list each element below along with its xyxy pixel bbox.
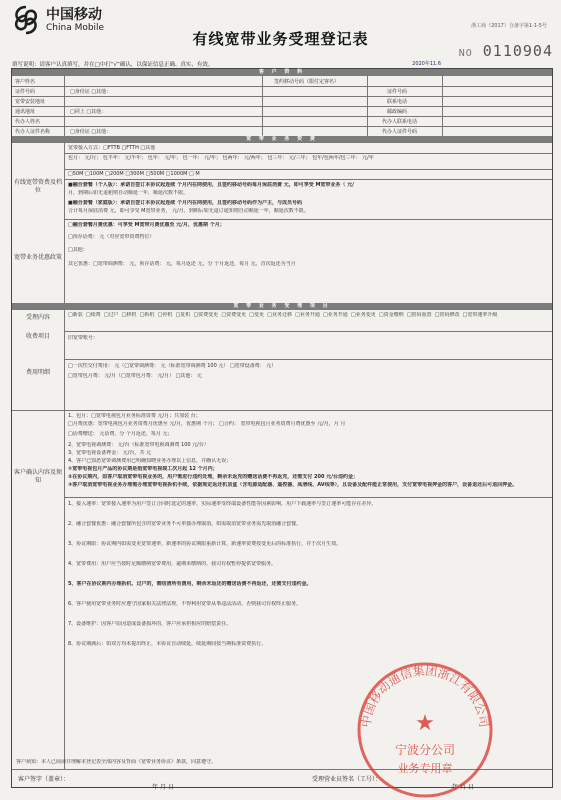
speed-options[interactable]: □50M □100M □200M □300M □500M □1000M □ M <box>68 171 200 177</box>
label-postcode: 邮政编码 <box>387 109 408 115</box>
term-6: 6、客户使用宽带业务时应遵守国家相关法律法规，不得利用宽带从事违法活动，否则我司有权终止服务。 <box>68 601 302 607</box>
label-mailing-address: 通讯地址 <box>15 109 36 115</box>
serial-value: 0110904 <box>482 42 553 60</box>
seal-purpose: 业务专用章 <box>397 762 453 775</box>
label-contact-phone: 联系电话 <box>387 99 408 105</box>
customer-acknowledgement: 客户须知：本人已阅读并理解本登记表全部内容及背面《宽带业务协议》条款，同意遵守。 <box>16 759 217 765</box>
monthly-fee[interactable]: □宽带包月费： 元/月（□宽带包月费： 元/月） □其他： 元 <box>68 373 202 379</box>
serial-prefix: NO <box>458 48 473 59</box>
side-label-offers: 宽带业务优惠政策 <box>14 254 63 261</box>
tv-notice-3: ③客户取消宽带电视业务办理需办理宽带电视拆机手续，依据规定返还机顶盒（含电源适配器、遥控器、高清线、AV线等），且设备及配件能正常使用，支付宽带电视押金的客户，设备退还后可退回押金。 <box>68 482 518 488</box>
service-item-tariff-change-2[interactable]: □资费变更 <box>221 312 247 318</box>
term-3: 3、协议期限：协议期内如需变更宽带速率，新速率的协议期限重新计算，新速率资费按变更后的标准执行，并于次月生效。 <box>68 541 342 547</box>
label-agent-id-number: 代办人证件号码 <box>382 129 418 135</box>
term-8: 8、协议期满后：如双方均未提出终止，本协议自动续延，续延期间按当期标准资费执行。 <box>68 641 267 647</box>
serial-number <box>459 42 553 60</box>
label-install-address: 宽带安装地址 <box>15 99 46 105</box>
service-items <box>68 312 548 319</box>
access-method[interactable]: 宽带接入方式：□FTTB □FTTH □其他 <box>68 145 156 151</box>
form-registration-code: 浙工商（2017）合备字第1-1-5号 <box>471 23 547 29</box>
label-agent-id-type: 代办人证件名称 <box>15 129 51 135</box>
other-option[interactable]: □其他： <box>68 247 88 253</box>
side-label-service: 受理内容 <box>25 314 50 321</box>
label-agent-phone: 代办人联系电话 <box>382 119 418 125</box>
form-date: 2020年11.6 <box>412 61 441 67</box>
service-item-modify[interactable]: □业务变更 <box>350 312 376 318</box>
label-mobile-number: 签约移动号码（限付定客名） <box>274 79 340 85</box>
term-7: 7、设备维护：因客户原因造成设备损坏的，客户应承担相应的赔偿责任。 <box>68 621 232 627</box>
term-4: 4、宽带费用：用户应当按时足额缴纳宽带费用，逾期未缴纳的，我司有权暂停提供宽带服务。 <box>68 561 277 567</box>
brand-name-cn: 中国移动 <box>46 6 102 23</box>
agent-id-options[interactable]: □身份证 □其他： <box>70 129 112 135</box>
section-bar-customer: 客 户 资 料 <box>12 69 552 76</box>
customer-signature-date[interactable]: 年 月 日 <box>152 784 174 791</box>
customer-signature-label: 客户签字（盖章）： <box>18 776 70 783</box>
tv-package-line-1[interactable]: 1、包月：□宽带电视包月业务标准资费 元/月；共加装 台； <box>68 413 201 419</box>
service-item-payment[interactable]: □资金缴纳 <box>378 312 404 318</box>
filling-instructions: 填写说明：请客户认真填写，并在□中打“√”确认，以保证信息正确、真实、有效。 <box>12 62 214 68</box>
side-label-fees: 费用明细 <box>25 369 50 376</box>
label-id-number: 证件号码 <box>387 89 408 95</box>
service-item-migration[interactable]: □业务迁移 <box>267 312 292 318</box>
tv-package-line-6: 4、客户已知悉宽带调测费用已明确知晓业务办理以上信息，并确认无误； <box>68 458 232 464</box>
section-bar-service: 宽 带 业 务 受 理 项 目 <box>12 303 552 310</box>
agent-signature-label: 受理营业员签名（工号）： <box>312 776 382 783</box>
section-bar-tariff: 宽 带 业 务 资 费 <box>12 136 552 143</box>
tv-package-line-4: 2、宽带电视调测费： 元/台（标准宽带电视调测费 100 元/台） <box>68 442 209 448</box>
service-item-speed-upgrade[interactable]: □宽带速率升级 <box>462 312 498 318</box>
company-seal <box>350 650 500 800</box>
bundle-monthly-discount[interactable]: □融合套餐月费优惠：可享受 M宽带月费优惠至 元/月，优惠期 个月； <box>68 222 225 228</box>
label-customer-name: 客户姓名 <box>15 79 36 85</box>
tv-package-line-3[interactable]: □话费赠送： 元话费，分 个月返还，每月 元； <box>68 431 173 437</box>
service-item-password-reset[interactable]: □密码重置 <box>406 312 432 318</box>
service-item-move[interactable]: □移机 <box>121 312 137 318</box>
side-label-tariff: 有线宽带资费及档位 <box>14 179 63 194</box>
term-2: 2、融合套餐优惠：融合套餐所包含的宽带业务不可单独办理取消，如需取消宽带业务需先取消融合套餐。 <box>68 521 302 527</box>
service-item-suspend[interactable]: □停机 <box>157 312 173 318</box>
service-item-transfer[interactable]: □过户 <box>103 312 119 318</box>
service-item-renew[interactable]: □续费 <box>85 312 101 318</box>
id-type-options[interactable]: □身份证 □其他： <box>70 89 112 95</box>
seal-city: 宁波分公司 <box>394 743 456 757</box>
service-item-new[interactable]: □新装 <box>68 312 83 318</box>
bundle-family[interactable]: ■融合套餐（家庭版）：承诺自签订本协议起连续 个月内在网使用，且签约移动号码作为户主，与成员号码 <box>68 200 302 206</box>
term-5: 5、客户在协议期内办理拆机、过户的，需结清所有费用，剩余未返还的赠送话费不再返还，还需支付违约金。 <box>68 581 312 587</box>
service-item-remove[interactable]: □拆机 <box>139 312 155 318</box>
label-id-type: 证件号码 <box>15 89 36 95</box>
service-item-tariff-change[interactable]: □资费变更 <box>193 312 219 318</box>
tv-notice-2: ②在协议期内，如客户取消宽带电视业务的，用户需进行违约处理，剩余未返充的赠送话费不再返充，还需支付 200 元/台违约金； <box>68 474 358 480</box>
brand-name-en: China Mobile <box>46 22 105 33</box>
service-item-change[interactable]: □变更 <box>249 312 265 318</box>
seal-ring-text: 中国移动通信集团浙江有限公司 <box>358 663 492 729</box>
service-item-activate[interactable]: □业务开通 <box>295 312 320 318</box>
old-account[interactable]: 旧宽带账号： <box>68 335 99 341</box>
form-title: 有线宽带业务受理登记表 <box>192 30 369 48</box>
term-1: 1、接入速率：宽带接入速率为用户签订合同时选定的速率，实际速率受终端设备性能等因素影响，用户下载速率与签订速率可能存在差异。 <box>68 501 377 507</box>
seal-star-icon: ★ <box>415 711 435 736</box>
label-agent-name: 代办人姓名 <box>15 119 41 125</box>
tariff-periods: 包月： 元/月； 包半年： 元/半年； 包年： 元/年； 包一年： 元/年； 包两年： 元/两年； 包三年： 元/三年； 包年/包两年/包三年： 元/年 <box>68 155 374 161</box>
bundle-personal[interactable]: ■融合套餐（个人版）：承诺自签订本协议起连续 个月内在网使用，且签约移动号码每月保底消费 元，即可享受 M宽带业务（ 元/ <box>68 182 354 188</box>
bundle-family-details: 合计每月保底消费 元，即可享受 M宽带业务， 元/月，到期后如无退订通知则自动顺延一年，顺延次数不限。 <box>68 208 309 214</box>
service-item-activate-2[interactable]: □业务开通 <box>323 312 348 318</box>
prepaid-credit[interactable]: □预存话费： 元（对应宽带资费档位） <box>68 234 155 240</box>
one-time-fee[interactable]: □一次性交付费用： 元（□宽带调测费： 元（标准宽带调测费 100 元） □宽带设备费： 元） <box>68 363 277 369</box>
service-item-password-change[interactable]: □密码修改 <box>434 312 460 318</box>
tv-notice-1: ①宽带电视包月产品的协议期是指宽带电视竣工次月起 12 个月内； <box>68 466 218 472</box>
service-item-resume[interactable]: □复机 <box>175 312 191 318</box>
side-label-notice: 客户确认内容及须知 <box>14 469 63 484</box>
other-offers[interactable]: 其它优惠：□宽带调测费： 元，预存话费： 元，每月返还 元，分 个月返还，每月 元，首次返还为当月 <box>68 261 296 267</box>
agent-signature-date[interactable]: 年 月 日 <box>452 784 474 791</box>
bundle-personal-renewal: 月，到期后如无退租则自动顺延一年，顺延次数不限。 <box>68 190 189 196</box>
tv-package-line-5: 3、宽带电视设备押金： 元/台，共 元 <box>68 450 152 456</box>
side-label-charges: 收费项目 <box>25 333 50 340</box>
tv-package-line-2[interactable]: □月费优惠：宽带电视包月业务资费月优惠至 元/月，优惠期 个月； □合约： 宽带电视包月业务资费月费优惠至 元/月，月 月 <box>68 421 346 427</box>
mailing-address-options[interactable]: □同上 □其他： <box>70 109 107 115</box>
